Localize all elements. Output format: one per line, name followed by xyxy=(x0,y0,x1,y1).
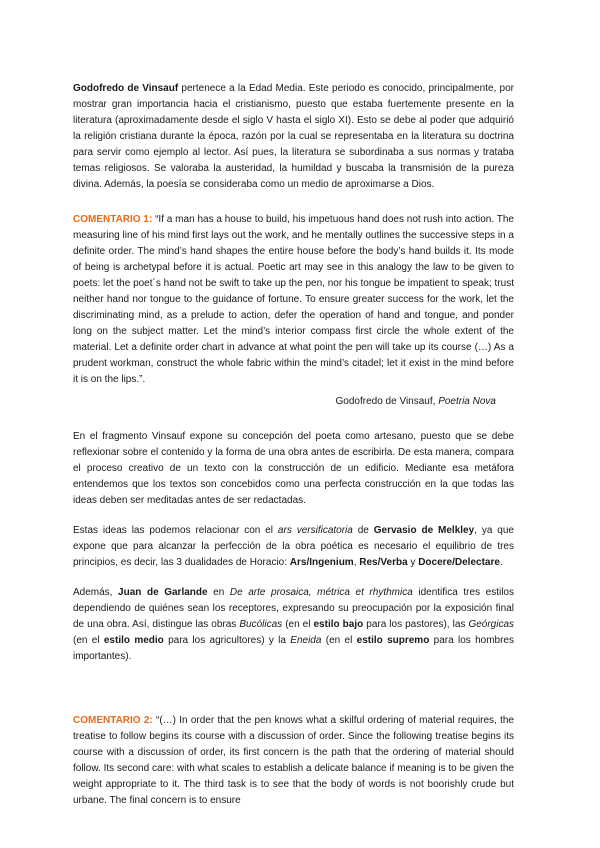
term-ars-versificatoria: ars versificatoria xyxy=(277,525,353,536)
text-run: . xyxy=(499,557,503,568)
melkley-paragraph xyxy=(73,523,514,571)
text-run: (en el xyxy=(73,635,104,646)
author-name: Godofredo de Vinsauf xyxy=(73,83,179,94)
text-run: identifica tres estilos dependiendo de quiénes sean los receptores, expresando su preocupación por la exposición final de una obra. Así, distingue las obras xyxy=(73,587,514,630)
author-melkley: Gervasio de Melkley xyxy=(373,525,475,536)
duality-res-verba: Res/Verba xyxy=(359,557,408,568)
text-run: en xyxy=(207,587,230,598)
analysis-text: En el fragmento Vinsauf expone su concepción del poeta como artesano, puesto que se debe reflexionar sobre el contenido y la forma de una obra antes de escribirla. De esta manera, compara el proceso creativo de un texto con la construcción de un edificio. Mediante esa metáfora entendemos que los textos son concebidos como una perfecta construcción en la que todas las ideas deben ser meditadas antes de ser redactadas. xyxy=(73,431,514,506)
text-run: para los agricultores) y la xyxy=(163,635,291,646)
text-run: para los hombres importantes). xyxy=(73,635,514,662)
quote-attribution xyxy=(73,394,514,410)
duality-ars-ingenium: Ars/Ingenium xyxy=(289,557,354,568)
work-eneida: Eneida xyxy=(290,635,322,646)
comment-1-quote: “If a man has a house to build, his impetuous hand does not rush into action. The measuring line of his mind first lays out the work, and he mentally outlines the successive steps in a definite order. The mind’s hand shapes the entire house before the body’s hand builds it. Its mode of being is archetypal before it is actual. Poetic art may see in this analogy the law to be given to poets: let the poet´s hand not be swift to take up the pen, nor his tongue be impatient to speak; trust neither hand nor tongue to the guidance of fortune. To ensure greater success for the work, let the discriminating mind, as a prelude to action, defer the operation of hand and tongue, and ponder long on the subject matter. Let the mind’s interior compass first circle the whole extent of the material. Let a definite order chart in advance at what point the pen will take up its course (…) As a prudent workman, construct the whole fabric within the mind’s citadel; let it exist in the mind before it is on the lips.”. xyxy=(73,214,514,385)
text-run: Estas ideas las podemos relacionar con el xyxy=(73,525,278,536)
text-run: y xyxy=(407,557,419,568)
style-medio: estilo medio xyxy=(103,635,164,646)
comment-2-quote: “(…) In order that the pen knows what a skilful ordering of material requires, the treatise to follow begins its course with a discussion of order. Since the following treatise begins its course with a discussion of order, its first concern is the path that the ordering of material should follow. Its second care: with what scales to establish a delicate balance if meaning is to be given the weight appropriate to it. The third task is to see that the body of words is not boorishly crude but urbane. The final concern is to ensure xyxy=(73,715,514,806)
style-bajo: estilo bajo xyxy=(313,619,364,630)
attribution-author: Godofredo de Vinsauf, xyxy=(335,396,439,407)
text-run: Además, xyxy=(73,587,119,598)
comment-1-label: COMENTARIO 1: xyxy=(73,214,153,225)
comment-2-paragraph xyxy=(73,713,514,809)
duality-docere-delectare: Docere/Delectare xyxy=(418,557,500,568)
work-bucolicas: Bucólicas xyxy=(239,619,283,630)
text-run: (en el xyxy=(282,619,314,630)
text-run: , ya que expone que para alcanzar la perfección de la obra poética es necesario el equilibrio de tres principios, es decir, las 3 dualidades de Horacio: xyxy=(73,525,514,568)
attribution-work: Poetria Nova xyxy=(438,396,496,407)
author-garlande: Juan de Garlande xyxy=(118,587,208,598)
text-run: para los pastores), las xyxy=(363,619,469,630)
style-supremo: estilo supremo xyxy=(356,635,430,646)
work-georgicas: Geórgicas xyxy=(468,619,515,630)
analysis-paragraph xyxy=(73,429,514,509)
text-run: , xyxy=(353,557,360,568)
text-run: (en el xyxy=(321,635,357,646)
text-run: de xyxy=(352,525,374,536)
comment-2-label: COMENTARIO 2: xyxy=(73,715,153,726)
garlande-paragraph xyxy=(73,585,514,665)
comment-1-paragraph xyxy=(73,212,514,388)
intro-text: pertenece a la Edad Media. Este periodo es conocido, principalmente, por mostrar gran importancia hacia el cristianismo, puesto que estaba fuertemente presente en la literatura (aproximadamente desde el siglo V hasta el siglo XI). Esto se debe al poder que adquirió la religión cristiana durante la época, razón por la cual se representaba en la literatura su doctrina para servir como ejemplo al lector. Así pues, la literatura se subordinaba a sus normas y trataba temas religiosos. Se valoraba la austeridad, la humildad y buscaba la transmisión de la pureza divina. Además, la poesía se consideraba como un medio de aproximarse a Dios. xyxy=(73,83,514,190)
work-title: De arte prosaica, métrica et rhythmica xyxy=(229,587,413,598)
intro-paragraph xyxy=(73,81,514,193)
